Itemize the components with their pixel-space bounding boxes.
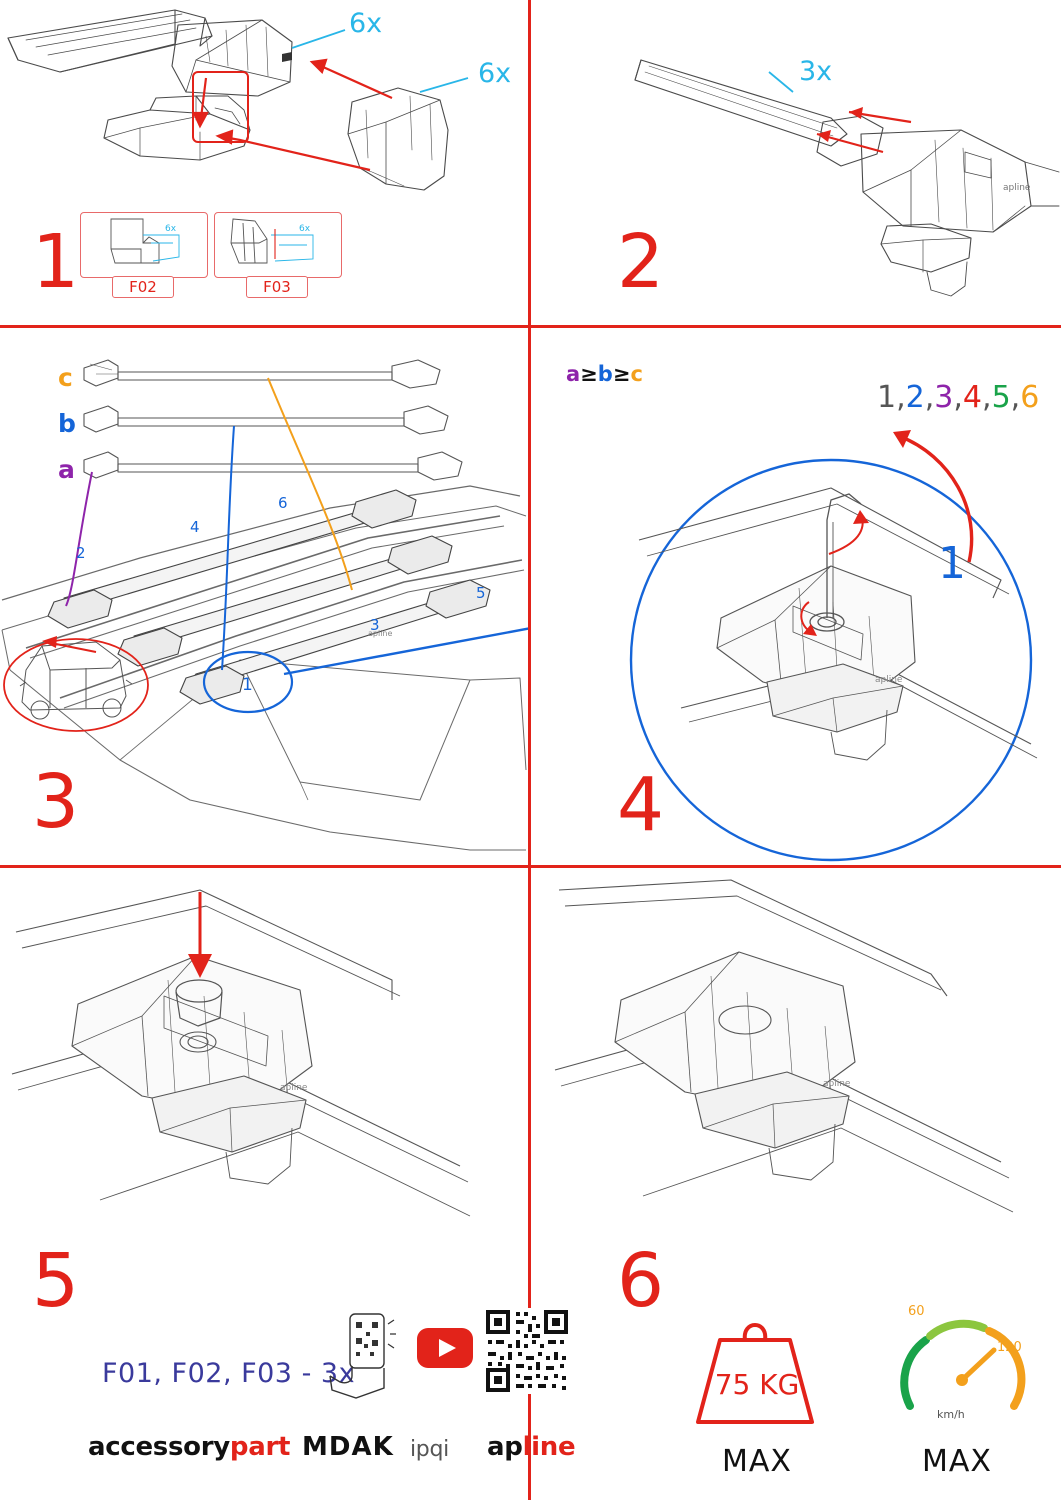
bar-label-a: a xyxy=(58,455,75,484)
bar-label-b: b xyxy=(58,409,76,438)
step-number-1: 1 xyxy=(32,219,80,305)
quantity-6x-top: 6x xyxy=(349,8,383,39)
svg-text:6x: 6x xyxy=(165,224,177,234)
max-speed-label: MAX xyxy=(922,1444,992,1479)
sequence-step-2: 2 xyxy=(905,380,925,415)
logo-ipqi: ipqi xyxy=(410,1437,449,1462)
logo-accessorypart-part2: part xyxy=(229,1432,291,1462)
logo-apline-part2: line xyxy=(522,1432,576,1462)
svg-text:apline: apline xyxy=(823,1079,851,1089)
sequence-step-1: 1 xyxy=(877,380,897,415)
logo-mdak xyxy=(302,1432,394,1462)
logo-accessorypart xyxy=(88,1432,290,1462)
part-tag-f02 xyxy=(112,276,174,298)
part-code-f02: F02 xyxy=(129,278,157,296)
step-number-6: 6 xyxy=(617,1238,665,1324)
detail-box-f02 xyxy=(80,212,208,278)
speed-tick-60: 60 xyxy=(908,1304,925,1319)
f03-part-drawing xyxy=(215,213,341,277)
inequality-c: c xyxy=(630,362,643,386)
inequality-op1: ≥ xyxy=(580,362,598,386)
sequence-step-4: 4 xyxy=(962,380,983,415)
step-number-2: 2 xyxy=(617,219,665,305)
inequality-op2: ≥ xyxy=(612,362,631,386)
svg-text:6x: 6x xyxy=(299,224,311,234)
youtube-icon[interactable] xyxy=(416,1327,474,1369)
svg-text:6: 6 xyxy=(278,494,288,512)
svg-text:apline: apline xyxy=(280,1083,308,1093)
svg-text:1: 1 xyxy=(242,675,253,695)
svg-text:5: 5 xyxy=(476,584,486,602)
sequence-step-5: 5 xyxy=(991,380,1011,415)
quantity-3x: 3x xyxy=(799,56,833,87)
svg-text:3: 3 xyxy=(370,616,380,634)
svg-text:apline: apline xyxy=(875,675,903,685)
speed-unit-label: km/h xyxy=(937,1408,965,1421)
detail-box-f03 xyxy=(214,212,342,278)
logo-apline xyxy=(487,1432,575,1462)
quantity-6x-second: 6x xyxy=(478,58,512,89)
max-weight-label: MAX xyxy=(722,1444,792,1479)
sequence-step-6: 6 xyxy=(1020,380,1040,415)
f02-part-drawing xyxy=(81,213,207,277)
qr-code-icon xyxy=(484,1308,570,1394)
inequality-a: a xyxy=(566,362,581,386)
sequence-step-3: 3 xyxy=(934,380,954,415)
logo-mdak-part2: K xyxy=(372,1432,394,1462)
svg-text:4: 4 xyxy=(190,518,200,536)
logo-apline-part1: ap xyxy=(487,1432,523,1462)
max-weight-value: 75 KG xyxy=(714,1368,800,1401)
logo-mdak-accent: A xyxy=(351,1432,373,1462)
svg-text:2: 2 xyxy=(76,544,86,562)
parts-list-label: F01, F02, F03 - 3x xyxy=(102,1358,356,1389)
step-5-illustration xyxy=(0,870,528,1260)
logo-mdak-part1: MD xyxy=(302,1432,352,1462)
step-number-3: 3 xyxy=(32,759,80,845)
step-3-illustration xyxy=(0,330,528,865)
svg-text:apline: apline xyxy=(368,629,393,638)
step-number-4: 4 xyxy=(617,762,665,848)
bar-label-c: c xyxy=(58,363,73,392)
step-2-illustration xyxy=(531,0,1061,325)
inequality-b: b xyxy=(597,362,613,386)
step-number-5: 5 xyxy=(32,1238,80,1324)
scan-qr-icon xyxy=(326,1310,400,1402)
svg-text:apline: apline xyxy=(1003,183,1031,193)
callout-number-1: 1 xyxy=(938,538,966,589)
part-code-f03: F03 xyxy=(263,278,291,296)
speed-tick-120: 120 xyxy=(997,1340,1022,1355)
logo-accessorypart-part1: accessory xyxy=(88,1432,230,1462)
part-tag-f03 xyxy=(246,276,308,298)
tightening-sequence: 1,2,3,4,5,6 xyxy=(877,380,1040,415)
step-6-illustration xyxy=(531,870,1061,1260)
